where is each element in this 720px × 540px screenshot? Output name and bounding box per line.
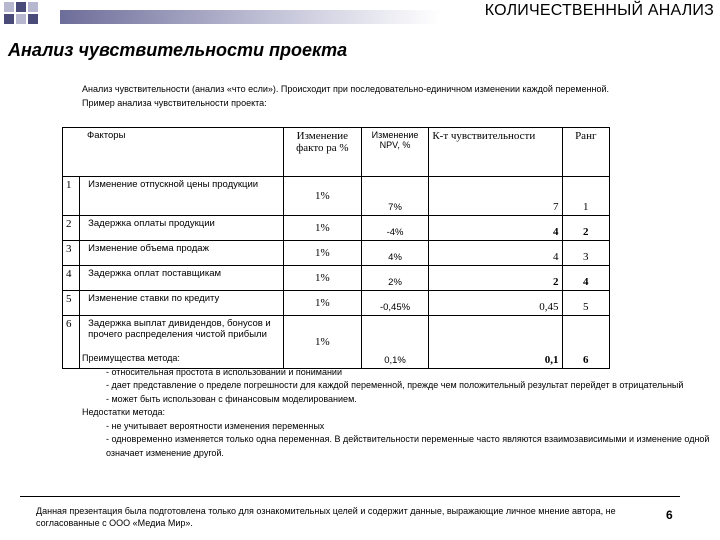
intro-text	[82, 82, 702, 110]
row-factor: Задержка выплат дивидендов, бонусов и прочего распределения чистой прибыли	[80, 316, 284, 369]
page-number: 6	[666, 508, 673, 522]
row-sensitivity: 0,45	[429, 291, 562, 316]
row-rank: 4	[562, 266, 609, 291]
page-title: Анализ чувствительности проекта	[8, 40, 348, 60]
row-sensitivity: 4	[429, 241, 562, 266]
row-factor: Изменение отпускной цены продукции	[80, 177, 284, 216]
header-rank: Ранг	[562, 128, 609, 177]
row-rank: 6	[562, 316, 609, 369]
table-row	[63, 291, 610, 316]
row-factor: Задержка оплат поставщикам	[80, 266, 284, 291]
methods-notes	[82, 352, 712, 460]
row-factor: Задержка оплаты продукции	[80, 216, 284, 241]
row-rank: 5	[562, 291, 609, 316]
table-row	[63, 241, 610, 266]
table-row	[63, 177, 610, 216]
row-factor: Изменение ставки по кредиту	[80, 291, 284, 316]
drawbacks-title: Недостатки метода:	[82, 407, 165, 417]
row-npv-change: 0,1%	[361, 316, 429, 369]
sensitivity-table	[62, 127, 610, 369]
row-index: 2	[63, 216, 80, 241]
row-sensitivity: 4	[429, 216, 562, 241]
row-index: 5	[63, 291, 80, 316]
row-rank: 3	[562, 241, 609, 266]
row-index: 1	[63, 177, 80, 216]
row-change: 1%	[284, 216, 362, 241]
row-change: 1%	[284, 316, 362, 369]
row-sensitivity: 2	[429, 266, 562, 291]
advantage-item: - может быть использован с финансовым моделированием.	[106, 393, 357, 404]
row-sensitivity: 7	[429, 177, 562, 216]
row-factor: Изменение объема продаж	[80, 241, 284, 266]
row-npv-change: 2%	[361, 266, 429, 291]
header-sensitivity: К-т чувствительности	[429, 128, 562, 177]
header-gradient	[60, 10, 440, 24]
row-rank: 2	[562, 216, 609, 241]
row-change: 1%	[284, 266, 362, 291]
table-row	[63, 266, 610, 291]
drawback-item: - не учитывает вероятности изменения переменных	[106, 420, 325, 431]
section-title: КОЛИЧЕСТВЕННЫЙ АНАЛИЗ	[484, 2, 714, 19]
row-npv-change: -4%	[361, 216, 429, 241]
row-npv-change: 4%	[361, 241, 429, 266]
table-row	[63, 216, 610, 241]
footer-disclaimer: Данная презентация была подготовлена только для ознакомительных целей и содержит данные, выражающие личное мнение автора, не согласованные с ООО «Медиа Мир».	[36, 506, 616, 528]
advantages-title: Преимущества метода:	[82, 353, 180, 363]
advantage-item: - дает представление о пределе погрешности для каждой переменной, прежде чем положительный результат перейдет в отрицательный	[106, 380, 684, 390]
row-change: 1%	[284, 291, 362, 316]
row-change: 1%	[284, 177, 362, 216]
drawback-item: - одновременно изменяется только одна переменная. В действительности переменные часто являются взаимозависимыми и изменение одной означает изменение другой.	[106, 434, 710, 458]
advantage-item: - относительная простота в использовании и понимании	[106, 366, 342, 377]
table-header-row	[63, 128, 610, 177]
header-factors: Факторы	[63, 128, 284, 177]
row-npv-change: -0,45%	[361, 291, 429, 316]
row-index: 6	[63, 316, 80, 369]
row-index: 4	[63, 266, 80, 291]
footer-divider	[20, 496, 680, 497]
row-sensitivity: 0,1	[429, 316, 562, 369]
row-npv-change: 7%	[361, 177, 429, 216]
row-index: 3	[63, 241, 80, 266]
intro-line: Пример анализа чувствительности проекта:	[82, 98, 267, 108]
corner-decoration	[0, 0, 60, 40]
intro-line: Анализ чувствительности (анализ «что если»). Происходит при последовательно-единичном изменении каждой переменной.	[82, 84, 610, 94]
row-rank: 1	[562, 177, 609, 216]
row-change: 1%	[284, 241, 362, 266]
header-npv-change: Изменение NPV, %	[361, 128, 429, 177]
header-change: Изменение факто ра %	[284, 128, 362, 177]
